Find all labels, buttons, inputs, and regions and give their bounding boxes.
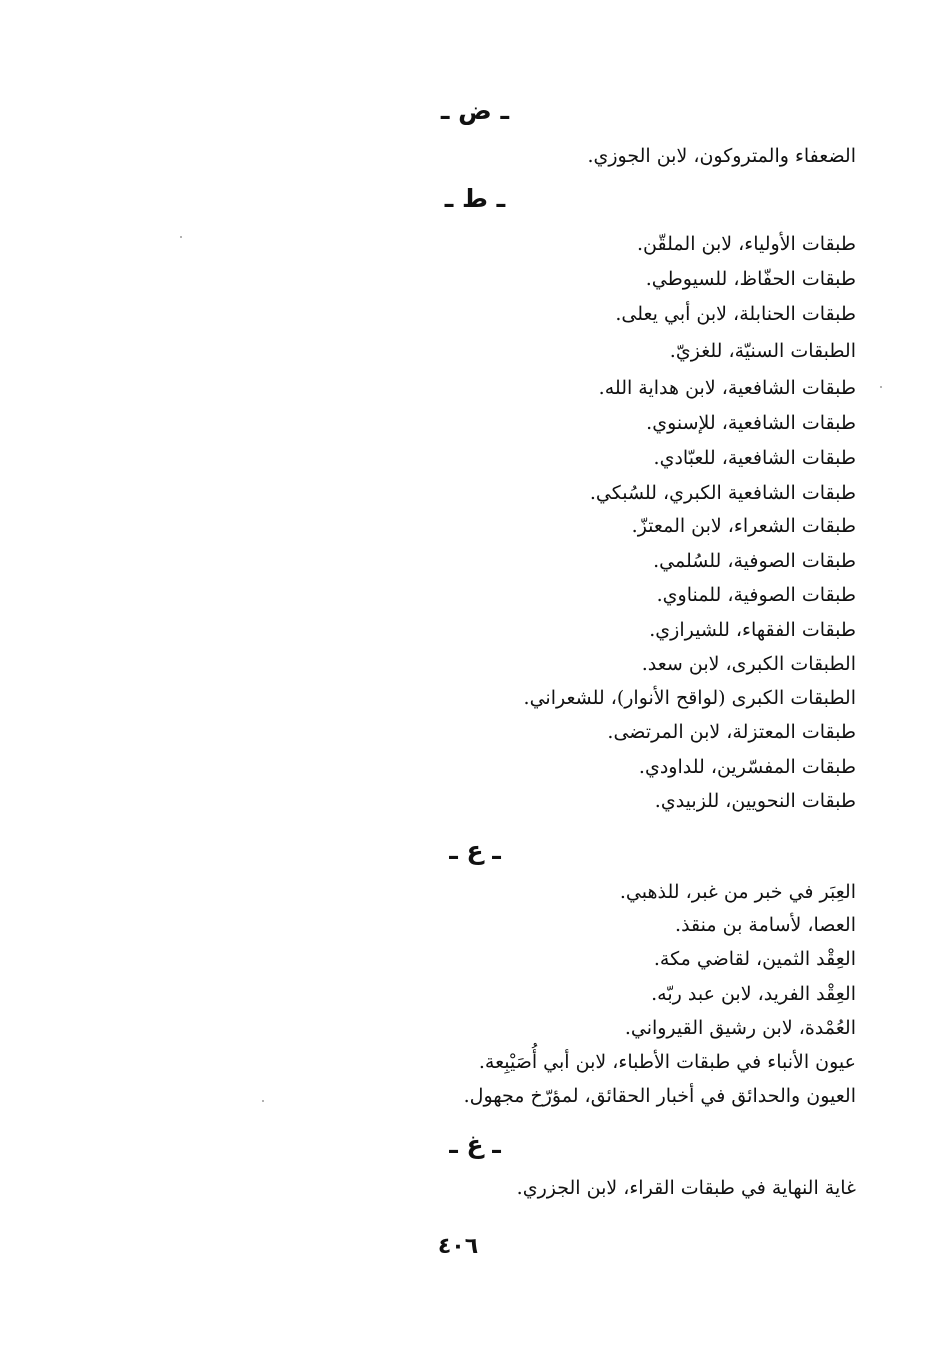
list-item: عيون الأنباء في طبقات الأطباء، لابن أبي أُصَيْبِعة. [478,1051,856,1073]
section-heading-dad: ـ ض ـ [440,96,510,125]
list-item: طبقات الفقهاء، للشيرازي. [649,619,856,641]
list-item: العِقْد الثمين، لقاضي مكة. [653,948,856,970]
list-item: طبقات الشافعية، للعبّادي. [653,447,856,469]
list-item: طبقات الشعراء، لابن المعتزّ. [631,515,856,537]
scan-speck [180,236,182,238]
list-item: الضعفاء والمتروكون، لابن الجوزي. [587,145,856,167]
list-item: العِبَر في خبر من غبر، للذهبي. [619,881,856,903]
list-item: طبقات الشافعية، لابن هداية الله. [598,377,856,399]
list-item: غاية النهاية في طبقات القراء، لابن الجزري. [516,1177,856,1199]
list-item: طبقات المفسّرين، للداودي. [638,756,856,778]
list-item: طبقات الشافعية، للإسنوي. [646,412,856,434]
section-heading-ghain: ـ غ ـ [449,1130,501,1159]
list-item: طبقات الصوفية، للمناوي. [656,584,856,606]
list-item: الطبقات الكبرى (لواقح الأنوار)، للشعراني. [523,687,856,709]
page-number: ٤٠٦ [437,1234,479,1259]
list-item: العصا، لأسامة بن منقذ. [675,914,856,936]
list-item: العِقْد الفريد، لابن عبد ربّه. [651,983,856,1005]
list-item: الطبقات الكبرى، لابن سعد. [641,653,856,675]
list-item: العُمْدة، لابن رشيق القيرواني. [624,1017,856,1039]
section-heading-ta: ـ ط ـ [444,184,506,213]
list-item: طبقات الشافعية الكبري، للسُبكي. [589,482,856,504]
list-item: طبقات الصوفية، للسُلمي. [653,550,856,572]
list-item: طبقات النحويين، للزبيدي. [654,790,856,812]
list-item: الطبقات السنيّة، للغزيّ. [669,340,856,362]
list-item: طبقات المعتزلة، لابن المرتضى. [607,721,856,743]
section-heading-ain: ـ ع ـ [449,836,501,865]
scan-speck [262,1100,264,1102]
list-item: طبقات الحنابلة، لابن أبي يعلى. [615,303,856,325]
list-item: طبقات الحفّاظ، للسيوطي. [645,268,856,290]
list-item: العيون والحدائق في أخبار الحقائق، لمؤرّخ مجهول. [463,1085,856,1107]
list-item: طبقات الأولياء، لابن الملقّن. [637,233,856,255]
scan-speck [880,386,882,388]
